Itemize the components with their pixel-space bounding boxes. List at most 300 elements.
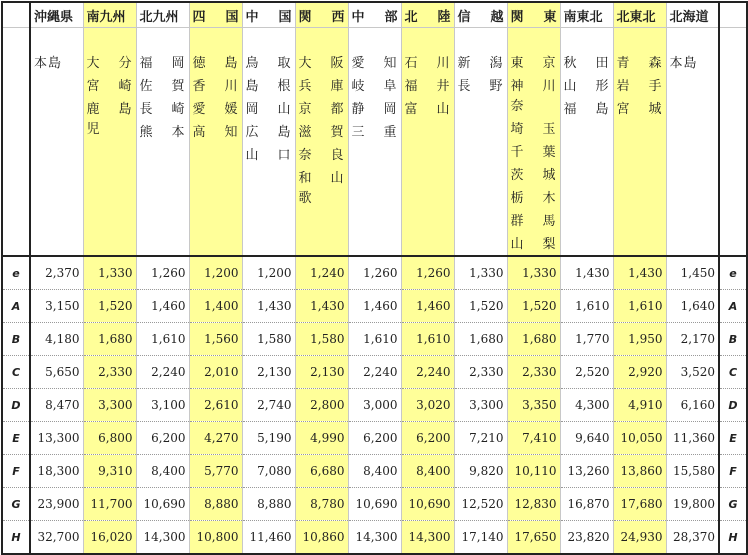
- rate-cell: 1,260: [136, 256, 189, 290]
- region-header: [295, 2, 348, 28]
- rate-cell: 2,610: [189, 389, 242, 422]
- region-name-part: 越: [490, 9, 504, 25]
- region-name-part: 国: [278, 9, 292, 25]
- prefecture-cell: [189, 28, 242, 257]
- rate-cell: 2,240: [401, 356, 454, 389]
- prefecture-name: 山: [330, 171, 345, 186]
- rate-cell: 8,400: [136, 455, 189, 488]
- rate-cell: 4,990: [295, 422, 348, 455]
- prefecture-name: 東: [510, 56, 525, 71]
- prefecture-cell: [242, 28, 295, 257]
- rate-cell: 13,860: [613, 455, 666, 488]
- rate-cell: 1,680: [454, 323, 507, 356]
- rate-row: [2, 389, 747, 422]
- region-name: [349, 6, 401, 25]
- region-header: [454, 2, 507, 28]
- rate-cell: 8,780: [295, 488, 348, 521]
- prefecture-name: 石: [404, 56, 419, 71]
- prefecture-name: 取: [277, 56, 292, 71]
- prefecture-name: 山: [277, 102, 292, 117]
- rate-cell: 8,880: [242, 488, 295, 521]
- rate-cell: 15,580: [666, 455, 719, 488]
- prefecture-name: 城: [542, 168, 557, 183]
- prefecture-list: [561, 28, 613, 120]
- region-header: [30, 2, 83, 28]
- rate-cell: 10,690: [401, 488, 454, 521]
- prefecture-name: 木: [542, 191, 557, 206]
- prefecture-name: 島: [118, 102, 133, 117]
- region-name-part: 西: [331, 9, 345, 25]
- rate-cell: 8,470: [30, 389, 83, 422]
- prefecture-list: [243, 28, 295, 166]
- region-name: [455, 6, 507, 25]
- corner-cell: [719, 2, 747, 28]
- prefecture-cell: [507, 28, 560, 257]
- prefecture-list: [508, 28, 560, 255]
- rate-cell: 19,800: [666, 488, 719, 521]
- prefecture-name: 葉: [542, 145, 557, 160]
- region-header: [613, 2, 666, 28]
- region-name: 南九州: [86, 9, 126, 25]
- rate-cell: 8,880: [189, 488, 242, 521]
- rate-cell: 7,080: [242, 455, 295, 488]
- prefecture-list: [84, 28, 136, 140]
- prefecture-name: 富: [404, 102, 419, 117]
- prefecture-name: 川: [542, 79, 557, 94]
- region-name-part: 中: [351, 9, 365, 25]
- rate-cell: 1,430: [242, 290, 295, 323]
- rate-cell: 5,190: [242, 422, 295, 455]
- rate-cell: 10,690: [348, 488, 401, 521]
- rate-cell: 1,330: [454, 256, 507, 290]
- row-label-left: H: [2, 521, 30, 555]
- rate-table: [1, 1, 748, 555]
- prefecture-name: 都: [330, 102, 345, 117]
- prefecture-name: 玉: [542, 122, 557, 137]
- rate-cell: 23,820: [560, 521, 613, 555]
- row-label-right: C: [719, 356, 747, 389]
- rate-row: [2, 323, 747, 356]
- right-margin-cell: [719, 28, 747, 257]
- region-name-part: 部: [384, 9, 398, 25]
- prefecture-list: [402, 28, 454, 120]
- prefecture-cell: [30, 28, 83, 257]
- rate-cell: 16,870: [560, 488, 613, 521]
- rate-cell: 28,370: [666, 521, 719, 555]
- rate-cell: 4,270: [189, 422, 242, 455]
- rate-cell: 3,150: [30, 290, 83, 323]
- prefecture-name: 長: [457, 79, 472, 94]
- rate-cell: 1,520: [454, 290, 507, 323]
- prefecture-name: 熊: [139, 125, 154, 140]
- row-label-right: H: [719, 521, 747, 555]
- rate-cell: 1,260: [348, 256, 401, 290]
- prefecture-name: 福: [139, 56, 154, 71]
- prefecture-name: 潟: [489, 56, 504, 71]
- rate-cell: 1,460: [348, 290, 401, 323]
- prefecture-name: 佐: [139, 79, 154, 94]
- prefecture-cell: [666, 28, 719, 257]
- prefecture-name: 形: [595, 79, 610, 94]
- region-name-part: 北: [404, 9, 418, 25]
- rate-cell: 9,640: [560, 422, 613, 455]
- prefecture-name: 島: [595, 102, 610, 117]
- prefecture-list: [349, 28, 401, 143]
- prefecture-name: 川: [436, 56, 451, 71]
- rate-cell: 3,300: [454, 389, 507, 422]
- prefecture-name: 川: [224, 79, 239, 94]
- rate-cell: 1,610: [613, 290, 666, 323]
- region-header: [136, 2, 189, 28]
- rate-cell: 13,300: [30, 422, 83, 455]
- prefecture-name: 静: [351, 102, 366, 117]
- prefecture-name: 賀: [330, 125, 345, 140]
- rate-cell: 14,300: [401, 521, 454, 555]
- prefecture-name: 高: [192, 125, 207, 140]
- rate-cell: 13,260: [560, 455, 613, 488]
- rate-cell: 2,740: [242, 389, 295, 422]
- prefecture-name: 重: [383, 125, 398, 140]
- prefecture-cell: [348, 28, 401, 257]
- prefecture-cell: [83, 28, 136, 257]
- rate-cell: 1,430: [560, 256, 613, 290]
- rate-row: [2, 521, 747, 555]
- row-label-left: C: [2, 356, 30, 389]
- rate-cell: 7,210: [454, 422, 507, 455]
- prefecture-list: [190, 28, 242, 143]
- region-name-part: 東: [543, 9, 557, 25]
- rate-cell: 3,350: [507, 389, 560, 422]
- prefecture-name: 大: [298, 56, 313, 71]
- region-name: [508, 6, 560, 25]
- prefecture-name: 森: [648, 56, 663, 71]
- prefecture-name: 岡: [171, 56, 186, 71]
- prefecture-name: 本: [171, 125, 186, 140]
- rate-cell: 3,100: [136, 389, 189, 422]
- prefecture-name: 三: [351, 125, 366, 140]
- prefecture-name: 長: [139, 102, 154, 117]
- rate-cell: 1,770: [560, 323, 613, 356]
- rate-cell: 1,580: [295, 323, 348, 356]
- prefecture-name: 秋: [563, 56, 578, 71]
- prefecture-cell: [295, 28, 348, 257]
- prefecture-name: 井: [436, 79, 451, 94]
- region-header: [507, 2, 560, 28]
- prefecture-cell: [136, 28, 189, 257]
- region-header: [242, 2, 295, 28]
- prefecture-name: 阪: [330, 56, 345, 71]
- prefecture-list: [614, 28, 666, 120]
- region-name-part: 関: [510, 9, 524, 25]
- rate-cell: 1,520: [83, 290, 136, 323]
- prefecture-name: 群: [510, 214, 525, 229]
- rate-cell: 5,650: [30, 356, 83, 389]
- prefecture-name: 山: [245, 148, 260, 163]
- prefecture-name: 茨: [510, 168, 525, 183]
- rate-cell: 1,640: [666, 290, 719, 323]
- region-header: [401, 2, 454, 28]
- row-label-left: B: [2, 323, 30, 356]
- rate-cell: 1,260: [401, 256, 454, 290]
- row-label-left: D: [2, 389, 30, 422]
- prefecture-name: 本島: [34, 56, 63, 71]
- rate-cell: 14,300: [348, 521, 401, 555]
- row-label-left: G: [2, 488, 30, 521]
- rate-cell: 1,460: [136, 290, 189, 323]
- prefecture-name: 宮: [616, 102, 631, 117]
- rate-cell: 9,310: [83, 455, 136, 488]
- prefecture-name: 兵: [298, 79, 313, 94]
- row-label-left: E: [2, 422, 30, 455]
- prefecture-name: 岡: [245, 102, 260, 117]
- prefecture-list: [31, 28, 83, 74]
- prefecture-name: 城: [648, 102, 663, 117]
- rate-cell: 6,800: [83, 422, 136, 455]
- region-name: [296, 6, 348, 25]
- rate-cell: 1,460: [401, 290, 454, 323]
- row-label-left: e: [2, 256, 30, 290]
- row-label-right: A: [719, 290, 747, 323]
- rate-cell: 2,920: [613, 356, 666, 389]
- prefecture-name: 山: [436, 102, 451, 117]
- prefecture-name: 田: [595, 56, 610, 71]
- rate-row: [2, 356, 747, 389]
- rate-cell: 1,610: [348, 323, 401, 356]
- rate-row: [2, 422, 747, 455]
- row-label-left: A: [2, 290, 30, 323]
- rate-row: [2, 488, 747, 521]
- rate-cell: 11,700: [83, 488, 136, 521]
- prefecture-list: [296, 28, 348, 209]
- rate-cell: 2,130: [295, 356, 348, 389]
- prefecture-name: 山: [510, 237, 525, 252]
- rate-cell: 1,610: [136, 323, 189, 356]
- rate-cell: 2,800: [295, 389, 348, 422]
- prefecture-name: 庫: [330, 79, 345, 94]
- rate-cell: 1,680: [83, 323, 136, 356]
- rate-cell: 12,830: [507, 488, 560, 521]
- rate-cell: 5,770: [189, 455, 242, 488]
- prefecture-name: 香: [192, 79, 207, 94]
- row-label-right: B: [719, 323, 747, 356]
- prefecture-name: 野: [489, 79, 504, 94]
- corner-cell: [2, 2, 30, 28]
- rate-cell: 2,240: [348, 356, 401, 389]
- prefecture-name: 福: [563, 102, 578, 117]
- rate-cell: 1,450: [666, 256, 719, 290]
- rate-cell: 8,400: [348, 455, 401, 488]
- row-label-right: F: [719, 455, 747, 488]
- prefecture-list: [137, 28, 189, 143]
- prefecture-name: 埼: [510, 122, 525, 137]
- row-label-right: G: [719, 488, 747, 521]
- rate-cell: 7,410: [507, 422, 560, 455]
- rate-cell: 6,160: [666, 389, 719, 422]
- prefecture-name: 知: [383, 56, 398, 71]
- rate-cell: 18,300: [30, 455, 83, 488]
- rate-cell: 1,680: [507, 323, 560, 356]
- prefecture-list: [455, 28, 507, 97]
- prefecture-name: 分: [118, 56, 133, 71]
- prefecture-name: 島: [245, 79, 260, 94]
- rate-cell: 1,430: [295, 290, 348, 323]
- rate-cell: 1,400: [189, 290, 242, 323]
- row-label-right: E: [719, 422, 747, 455]
- rate-cell: 6,200: [401, 422, 454, 455]
- region-name-part: 陸: [437, 9, 451, 25]
- region-name: 北東北: [616, 9, 656, 25]
- prefecture-name: 口: [277, 148, 292, 163]
- prefecture-name: 岩: [616, 79, 631, 94]
- rate-cell: 4,910: [613, 389, 666, 422]
- rate-cell: 10,690: [136, 488, 189, 521]
- rate-cell: 3,000: [348, 389, 401, 422]
- prefecture-name: 賀: [171, 79, 186, 94]
- rate-cell: 2,370: [30, 256, 83, 290]
- rate-cell: 1,580: [242, 323, 295, 356]
- prefecture-name: 新: [457, 56, 472, 71]
- rate-cell: 6,200: [136, 422, 189, 455]
- row-label-left: F: [2, 455, 30, 488]
- prefecture-name: 愛: [351, 56, 366, 71]
- rate-cell: 10,800: [189, 521, 242, 555]
- region-name-part: 中: [245, 9, 259, 25]
- rate-cell: 1,430: [613, 256, 666, 290]
- rate-cell: 8,400: [401, 455, 454, 488]
- prefecture-name: 福: [404, 79, 419, 94]
- rate-cell: 6,680: [295, 455, 348, 488]
- prefecture-name: 千: [510, 145, 525, 160]
- left-margin-cell: [2, 28, 30, 257]
- rate-cell: 1,200: [189, 256, 242, 290]
- prefecture-name: 青: [616, 56, 631, 71]
- prefecture-name: 島: [277, 125, 292, 140]
- region-name: 南東北: [563, 9, 603, 25]
- rate-cell: 2,330: [507, 356, 560, 389]
- prefecture-name: 奈: [298, 148, 313, 163]
- prefecture-name: 本島: [669, 56, 698, 71]
- prefecture-name: 宮: [86, 79, 101, 94]
- rate-cell: 17,650: [507, 521, 560, 555]
- rate-cell: 1,560: [189, 323, 242, 356]
- prefecture-name: 知: [224, 125, 239, 140]
- rate-cell: 17,680: [613, 488, 666, 521]
- rate-cell: 16,020: [83, 521, 136, 555]
- rate-cell: 32,700: [30, 521, 83, 555]
- rate-cell: 1,330: [83, 256, 136, 290]
- rate-cell: 24,930: [613, 521, 666, 555]
- prefecture-name: 滋: [298, 125, 313, 140]
- prefecture-name: 鳥: [245, 56, 260, 71]
- rate-cell: 3,520: [666, 356, 719, 389]
- prefecture-cell: [560, 28, 613, 257]
- rate-cell: 9,820: [454, 455, 507, 488]
- region-header: [348, 2, 401, 28]
- prefecture-name: 島: [224, 56, 239, 71]
- rate-cell: 2,330: [454, 356, 507, 389]
- rate-cell: 2,240: [136, 356, 189, 389]
- rate-cell: 1,330: [507, 256, 560, 290]
- prefecture-name: 広: [245, 125, 260, 140]
- region-name: 北海道: [669, 9, 709, 25]
- region-header: [83, 2, 136, 28]
- rate-cell: 1,950: [613, 323, 666, 356]
- rate-cell: 1,610: [560, 290, 613, 323]
- prefecture-name: 京: [542, 56, 557, 71]
- region-name: [402, 6, 454, 25]
- region-name-part: 関: [298, 9, 312, 25]
- prefecture-name: 栃: [510, 191, 525, 206]
- prefecture-name: 媛: [224, 102, 239, 117]
- region-name-part: 四: [192, 9, 206, 25]
- rate-cell: 10,110: [507, 455, 560, 488]
- rate-cell: 10,050: [613, 422, 666, 455]
- rate-cell: 11,460: [242, 521, 295, 555]
- region-header-row: [2, 2, 747, 28]
- prefecture-name: 京: [298, 102, 313, 117]
- prefecture-cell: [401, 28, 454, 257]
- rate-cell: 14,300: [136, 521, 189, 555]
- rate-cell: 12,520: [454, 488, 507, 521]
- rate-cell: 6,200: [348, 422, 401, 455]
- rate-cell: 4,300: [560, 389, 613, 422]
- rate-cell: 1,240: [295, 256, 348, 290]
- prefecture-name: 阜: [383, 79, 398, 94]
- prefecture-name: 山: [563, 79, 578, 94]
- rate-cell: 3,300: [83, 389, 136, 422]
- region-name: 沖縄県: [34, 9, 74, 25]
- rate-cell: 10,860: [295, 521, 348, 555]
- region-name-part: 国: [225, 9, 239, 25]
- prefecture-name: 良: [330, 148, 345, 163]
- rate-cell: 11,360: [666, 422, 719, 455]
- prefecture-name: 根: [277, 79, 292, 94]
- rate-cell: 2,130: [242, 356, 295, 389]
- rate-cell: 1,200: [242, 256, 295, 290]
- prefecture-name: 崎: [171, 102, 186, 117]
- rate-cell: 4,180: [30, 323, 83, 356]
- rate-row: [2, 455, 747, 488]
- row-label-right: D: [719, 389, 747, 422]
- prefecture-name: 馬: [542, 214, 557, 229]
- region-name-part: 信: [457, 9, 471, 25]
- region-name: [190, 6, 242, 25]
- prefecture-name: 崎: [118, 79, 133, 94]
- prefecture-cell: [454, 28, 507, 257]
- prefecture-name: 愛: [192, 102, 207, 117]
- prefecture-name: 岐: [351, 79, 366, 94]
- prefecture-name: 梨: [542, 237, 557, 252]
- region-header: [666, 2, 719, 28]
- rate-row: [2, 256, 747, 290]
- prefecture-name: 鹿児: [86, 102, 101, 137]
- prefecture-list: [667, 28, 719, 74]
- rate-cell: 23,900: [30, 488, 83, 521]
- rate-cell: 2,330: [83, 356, 136, 389]
- rate-cell: 2,520: [560, 356, 613, 389]
- region-name: [243, 6, 295, 25]
- rate-cell: 1,610: [401, 323, 454, 356]
- prefecture-name: 和歌: [298, 171, 313, 206]
- row-label-right: e: [719, 256, 747, 290]
- prefecture-cell: [613, 28, 666, 257]
- rate-cell: 2,170: [666, 323, 719, 356]
- region-header: [189, 2, 242, 28]
- rate-cell: 2,010: [189, 356, 242, 389]
- rate-cell: 1,520: [507, 290, 560, 323]
- prefecture-name: 岡: [383, 102, 398, 117]
- rate-cell: 3,020: [401, 389, 454, 422]
